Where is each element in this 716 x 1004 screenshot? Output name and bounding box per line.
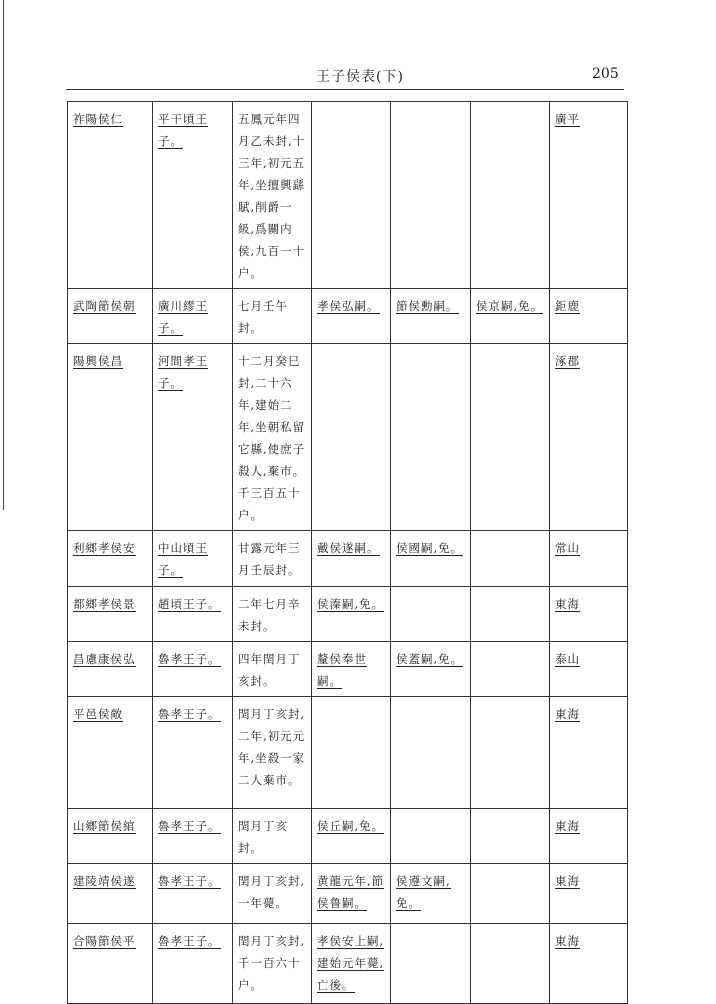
table-row (68, 697, 628, 809)
enfeoff-line: 未封。 (238, 619, 276, 633)
son-cell (312, 809, 391, 864)
enfeoff-line: 七月壬午封。 (238, 299, 288, 335)
marquis-title-cell (68, 289, 153, 344)
commandery-cell (550, 697, 628, 809)
son: 侯溱嗣,免。 (317, 597, 385, 611)
father-cell (153, 289, 233, 344)
son-cell (312, 531, 391, 587)
enfeoff-cell (233, 102, 312, 289)
son-cell (312, 344, 391, 531)
marquis-title-cell (68, 697, 153, 809)
enfeoff-line: 閏月丁亥封, (238, 707, 306, 721)
father-cell (153, 102, 233, 289)
enfeoff-line: 閏月丁亥封。 (238, 819, 288, 855)
son: 孝侯安上嗣,建始元年薨,亡後。 (317, 934, 385, 992)
grandson-cell (391, 809, 471, 864)
enfeoff-line: 十三年,初 (238, 134, 306, 170)
enfeoff-line: 庶子殺人, (238, 442, 306, 478)
marquis-title: 陽興侯昌 (73, 354, 123, 368)
commandery: 常山 (555, 541, 580, 555)
marquis-title: 都鄉孝侯景 (73, 597, 136, 611)
marquis-title-cell (68, 531, 153, 587)
enfeoff-line: 閏月丁亥封, (238, 874, 306, 888)
enfeoff-line: 二年七月辛 (238, 597, 301, 611)
commandery: 鉅鹿 (555, 299, 580, 313)
enfeoff-line: 封,二十六 (238, 376, 293, 390)
great-grandson-cell (471, 344, 550, 531)
enfeoff-cell (233, 531, 312, 587)
marquis-title: 山鄉節侯綰 (73, 819, 136, 833)
commandery-cell (550, 587, 628, 642)
son: 黄龍元年,節侯鲁嗣。 (317, 874, 385, 910)
marquis-title: 利鄉孝侯安 (73, 541, 136, 555)
father-cell (153, 587, 233, 642)
marquis-title-cell (68, 864, 153, 924)
father: 趙頃王子。 (158, 597, 221, 611)
enfeoff-line: 一家二人棄 (238, 751, 306, 787)
grandson-cell (391, 587, 471, 642)
father: 魯孝王子。 (158, 707, 221, 721)
enfeoff-line: 元五年,坐 (238, 156, 306, 192)
enfeoff-line: 户。 (238, 978, 263, 992)
father-cell (153, 531, 233, 587)
father-cell (153, 864, 233, 924)
marquis-title-cell (68, 344, 153, 531)
table-row (68, 344, 628, 531)
great-grandson-cell (471, 924, 550, 1004)
son-cell (312, 587, 391, 642)
marquis-title: 平邑侯敞 (73, 707, 123, 721)
grandson: 侯遵文嗣,免。 (396, 874, 451, 910)
commandery: 東海 (555, 819, 580, 833)
commandery: 廣平 (555, 112, 580, 126)
enfeoff-line: 年,坐朝私 (238, 420, 293, 434)
enfeoff-cell (233, 924, 312, 1004)
great-grandson-cell (471, 289, 550, 344)
father-cell (153, 697, 233, 809)
great-grandson-cell (471, 697, 550, 809)
enfeoff-cell (233, 587, 312, 642)
enfeoff-line: 閏月丁亥封, (238, 934, 306, 948)
great-grandson-cell (471, 531, 550, 587)
grandson-cell (391, 642, 471, 697)
marquis-title-cell (68, 102, 153, 289)
table-row (68, 642, 628, 697)
marquis-title: 合陽節侯平 (73, 934, 136, 948)
grandson-cell (391, 864, 471, 924)
enfeoff-cell (233, 697, 312, 809)
son-cell (312, 924, 391, 1004)
great-grandson-cell (471, 864, 550, 924)
enfeoff-cell (233, 289, 312, 344)
father: 河間孝王子。 (158, 354, 208, 390)
marquis-title-cell (68, 642, 153, 697)
great-grandson-cell (471, 642, 550, 697)
father: 廣川繆王子。 (158, 299, 208, 335)
grandson: 節侯勳嗣。 (396, 299, 459, 313)
father: 平干頃王子。 (158, 112, 208, 148)
son-cell (312, 642, 391, 697)
enfeoff-line: 四年閏月丁 (238, 652, 301, 666)
grandson-cell (391, 531, 471, 587)
table-row (68, 102, 628, 289)
commandery-cell (550, 102, 628, 289)
father: 魯孝王子。 (158, 934, 221, 948)
father: 中山頃王子。 (158, 541, 208, 577)
page-number: 205 (592, 66, 619, 82)
marquis-title-cell (68, 924, 153, 1004)
enfeoff-line: 削爵一級, (238, 200, 293, 236)
commandery-cell (550, 809, 628, 864)
commandery-cell (550, 344, 628, 531)
son: 戴侯遂嗣。 (317, 541, 380, 555)
son-cell (312, 864, 391, 924)
marquis-table (67, 101, 628, 1004)
table-row (68, 587, 628, 642)
table-row (68, 864, 628, 924)
enfeoff-line: 元年,坐殺 (238, 729, 306, 765)
table-row (68, 531, 628, 587)
son-cell (312, 289, 391, 344)
commandery: 東海 (555, 934, 580, 948)
father: 魯孝王子。 (158, 652, 221, 666)
enfeoff-line: 甘露元年三 (238, 541, 301, 555)
son: 釐侯奉世嗣。 (317, 652, 367, 688)
enfeoff-cell (233, 809, 312, 864)
table-row (68, 809, 628, 864)
commandery-cell (550, 924, 628, 1004)
father: 魯孝王子。 (158, 819, 221, 833)
table-row (68, 289, 628, 344)
marquis-title: 祚陽侯仁 (73, 112, 123, 126)
enfeoff-line: 九百一十户。 (238, 244, 306, 280)
enfeoff-cell (233, 864, 312, 924)
running-title: 王子侯表(下) (316, 69, 404, 85)
father-cell (153, 344, 233, 531)
enfeoff-line: 月壬辰封。 (238, 563, 301, 577)
enfeoff-line: 年,建始二 (238, 398, 293, 412)
grandson-cell (391, 102, 471, 289)
son: 侯丘嗣,免。 (317, 819, 385, 833)
grandson: 侯蓋嗣,免。 (396, 652, 464, 666)
enfeoff-line: 亥封。 (238, 674, 276, 688)
commandery: 涿郡 (555, 354, 580, 368)
enfeoff-line: 百五十户。 (238, 486, 301, 522)
grandson-cell (391, 289, 471, 344)
commandery-cell (550, 642, 628, 697)
enfeoff-line: 一年薨。 (238, 896, 288, 910)
enfeoff-line: 月乙未封, (238, 134, 293, 148)
binding-edge-line (3, 0, 4, 510)
commandery-cell (550, 864, 628, 924)
enfeoff-line: 留它縣,使 (238, 420, 306, 456)
great-grandson: 侯京嗣,免。 (476, 299, 544, 313)
grandson-cell (391, 697, 471, 809)
enfeoff-cell (233, 642, 312, 697)
commandery-cell (550, 289, 628, 344)
header-rule (66, 89, 624, 90)
commandery: 東海 (555, 707, 580, 721)
commandery-cell (550, 531, 628, 587)
son-cell (312, 102, 391, 289)
enfeoff-line: 五鳳元年四 (238, 112, 301, 126)
grandson: 侯國嗣,免。 (396, 541, 464, 555)
commandery: 東海 (555, 874, 580, 888)
son-cell (312, 697, 391, 809)
father-cell (153, 809, 233, 864)
commandery: 泰山 (555, 652, 580, 666)
enfeoff-line: 千一百六十 (238, 956, 301, 970)
great-grandson-cell (471, 102, 550, 289)
father-cell (153, 924, 233, 1004)
commandery: 東海 (555, 597, 580, 611)
table-row (68, 924, 628, 1004)
father: 魯孝王子。 (158, 874, 221, 888)
marquis-title: 建陵靖侯遂 (73, 874, 136, 888)
son: 孝侯弘嗣。 (317, 299, 380, 313)
enfeoff-line: 十二月癸巳 (238, 354, 301, 368)
enfeoff-line: 市。 (275, 773, 301, 787)
great-grandson-cell (471, 587, 550, 642)
father-cell (153, 642, 233, 697)
marquis-title-cell (68, 587, 153, 642)
marquis-title-cell (68, 809, 153, 864)
enfeoff-line: 爲關内侯, (238, 222, 293, 258)
enfeoff-line: 棄市。千三 (238, 464, 306, 500)
marquis-title: 武陶節侯朝 (73, 299, 136, 313)
enfeoff-line: 擅興繇賦, (238, 178, 306, 214)
enfeoff-cell (233, 344, 312, 531)
marquis-title: 昌慮康侯弘 (73, 652, 136, 666)
enfeoff-line: 二年,初元 (238, 729, 293, 743)
great-grandson-cell (471, 809, 550, 864)
grandson-cell (391, 924, 471, 1004)
grandson-cell (391, 344, 471, 531)
